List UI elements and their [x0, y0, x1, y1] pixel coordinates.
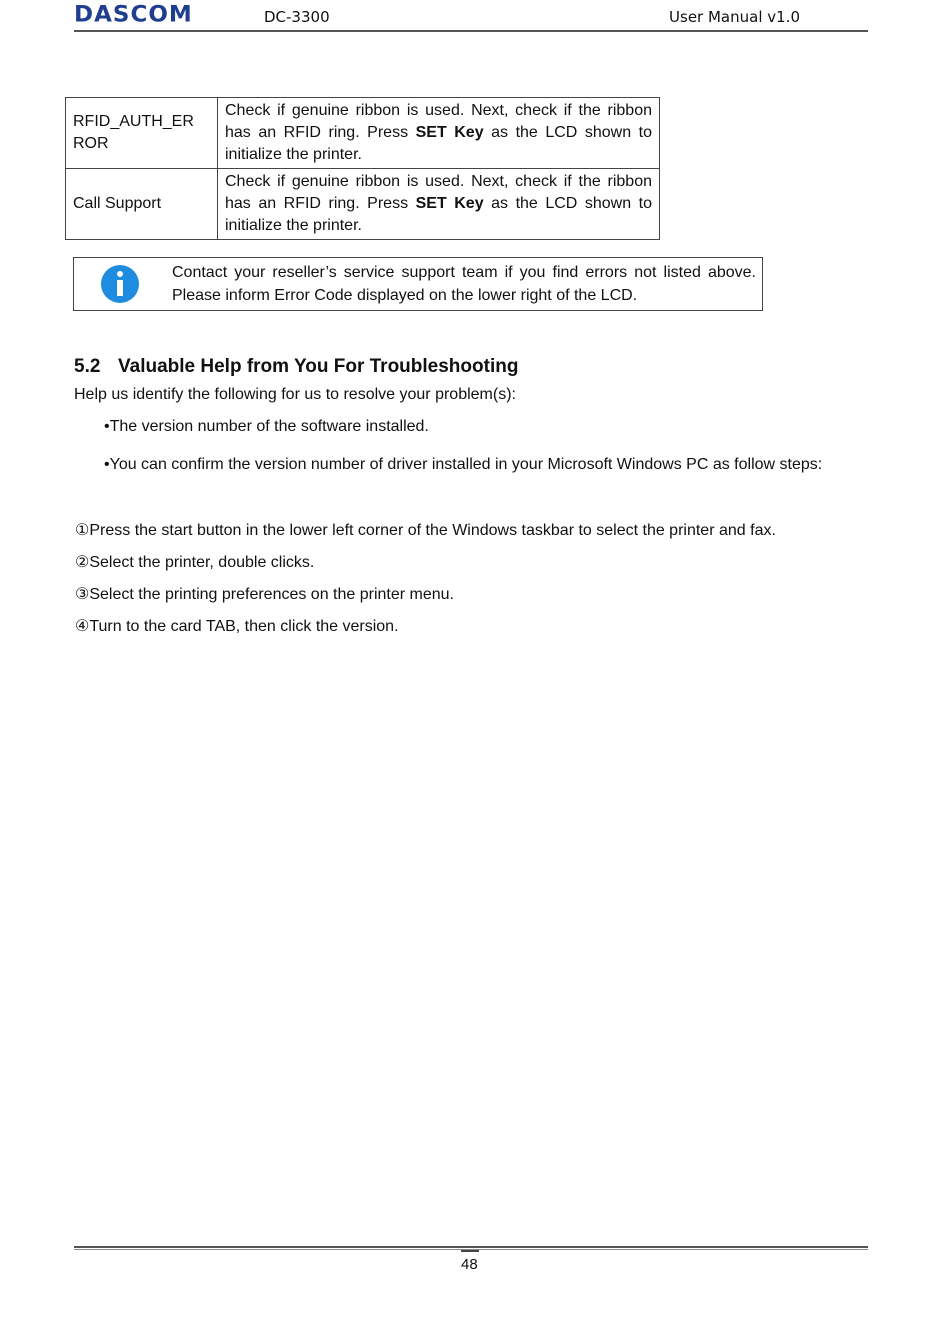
- info-icon: [101, 265, 139, 303]
- list-item: •You can confirm the version number of driver installed in your Microsoft Windows PC as follow steps:: [104, 456, 823, 473]
- step-item: ③Select the printing preferences on the printer menu.: [75, 586, 454, 603]
- list-item: •The version number of the software installed.: [104, 418, 429, 435]
- note-text: Contact your reseller’s service support team if you find errors not listed above. Please inform Error Code displayed on the lower right of the LCD.: [172, 264, 756, 304]
- table-row: [66, 98, 660, 169]
- footer-rule: [74, 1246, 868, 1248]
- error-table: [65, 97, 660, 240]
- info-note: [73, 257, 763, 311]
- step-item: ①Press the start button in the lower left corner of the Windows taskbar to select the printer and fax.: [75, 522, 776, 539]
- step-item: ④Turn to the card TAB, then click the version.: [75, 618, 399, 635]
- model-name: DC-3300: [264, 8, 330, 26]
- page-number: 48: [461, 1256, 478, 1273]
- error-code: Call Support: [66, 169, 218, 240]
- dascom-logo: DASCOM: [74, 2, 193, 28]
- section-number: 5.2: [74, 356, 101, 377]
- section-intro: Help us identify the following for us to resolve your problem(s):: [74, 386, 516, 403]
- step-item: ②Select the printer, double clicks.: [75, 554, 315, 571]
- page-header: [74, 0, 868, 32]
- footer-mark: [461, 1250, 479, 1252]
- table-row: [66, 169, 660, 240]
- section-title: Valuable Help from You For Troubleshooting: [118, 356, 519, 377]
- error-description: Check if genuine ribbon is used. Next, check if the ribbon has an RFID ring. Press SET Key as the LCD shown to initialize the printer.: [218, 98, 660, 169]
- manual-version: User Manual v1.0: [669, 8, 800, 26]
- section-heading: [74, 356, 518, 378]
- error-description: Check if genuine ribbon is used. Next, check if the ribbon has an RFID ring. Press SET Key as the LCD shown to initialize the printer.: [218, 169, 660, 240]
- error-code: RFID_AUTH_ERROR: [66, 98, 218, 169]
